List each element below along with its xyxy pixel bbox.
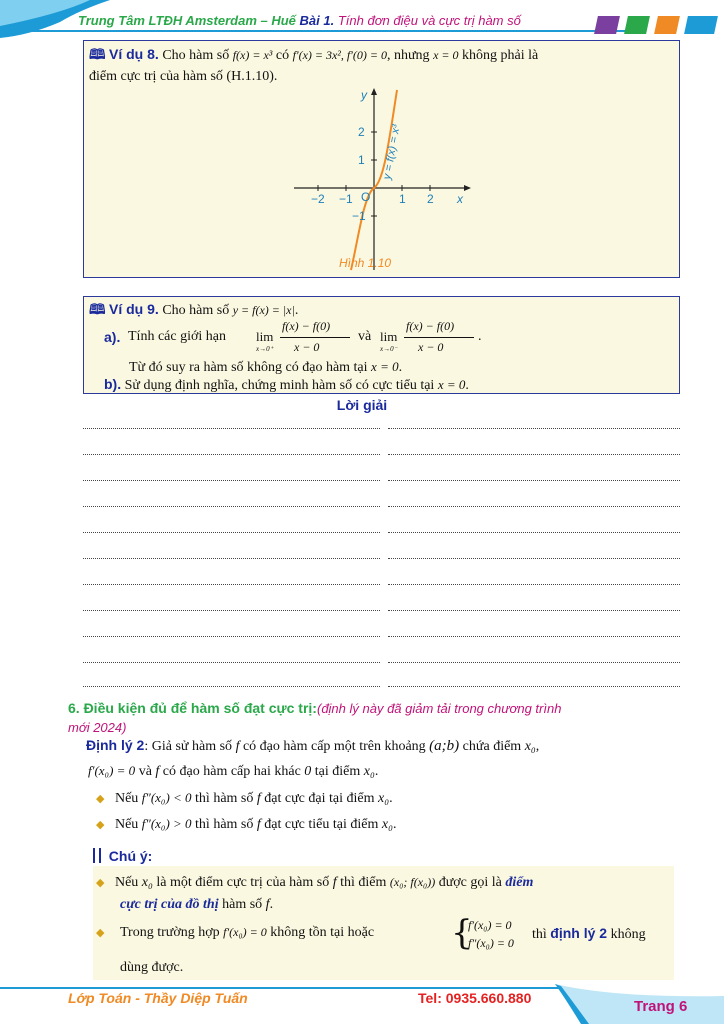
answer-line-right	[388, 662, 680, 663]
answer-line-left	[83, 686, 380, 687]
origin-label: O	[361, 190, 371, 204]
example9-a-line2: Từ đó suy ra hàm số không có đạo hàm tại x = 0.	[129, 359, 403, 375]
answer-line-left	[83, 584, 380, 585]
frac-bar	[404, 337, 474, 338]
footer	[0, 984, 724, 1024]
x0: x₀	[378, 791, 390, 806]
section6-note: (định lý này đã giảm tải trong chương trình	[316, 701, 562, 716]
x0: x₀	[363, 764, 375, 779]
x-tick-label: 1	[399, 192, 406, 206]
f-symbol: f	[256, 817, 261, 832]
f-symbol: f	[155, 764, 160, 779]
diamond-bullet-icon: ◆	[96, 793, 105, 805]
example8-func: f(x) = x³	[232, 48, 273, 62]
x0: x₀	[381, 817, 393, 832]
diamond-bullet-icon: ◆	[96, 877, 105, 889]
example8-intro: Cho hàm số	[162, 48, 230, 63]
footer-line	[0, 987, 560, 989]
bullet1-text: thì hàm số	[195, 791, 254, 806]
header-title	[78, 13, 521, 28]
x-tick-label: 2	[427, 192, 434, 206]
frac-den: x − 0	[294, 340, 320, 354]
answer-line-right	[388, 558, 680, 559]
bullet1-pre: Nếu	[114, 791, 139, 806]
example8-box	[83, 40, 680, 278]
page-number: Trang 6	[634, 998, 688, 1015]
y-tick-label: 2	[358, 125, 365, 139]
n2-cond: f′(x₀) = 0	[223, 925, 267, 939]
x0: x₀	[524, 739, 536, 754]
header-tab-2	[624, 16, 650, 34]
note-bar	[99, 848, 101, 863]
answer-line-left	[83, 532, 380, 533]
note-item-1: ◆ Nếu x₀ là một điểm cực trị của hàm số f thì điểm (x₀; f(x₀)) được gọi là điểm cực trị của đồ thị hàm số f.	[96, 875, 534, 912]
system-brace: {	[451, 913, 473, 953]
x-axis-label: x	[457, 192, 463, 206]
lesson-number: Bài 1.	[299, 13, 335, 28]
theorem-text1: : Giả sử hàm số	[144, 739, 233, 754]
y-axis-arrow	[371, 88, 377, 95]
figure-1-10	[289, 85, 479, 275]
limit-2	[380, 319, 490, 357]
theorem-line1: Định lý 2: Giả sử hàm số f có đạo hàm cấp một trên khoảng (a;b) chứa điểm x₀,	[86, 737, 540, 754]
bullet-max: ◆ Nếu f″(x₀) < 0 thì hàm số f đạt cực đại tại điểm x₀.	[96, 790, 393, 806]
lesson-topic: Tính đơn điệu và cực trị hàm số	[337, 13, 521, 28]
center-name: Trung Tâm LTĐH Amsterdam – Huế	[78, 13, 296, 28]
bullet1-end: đạt cực đại tại điểm	[264, 791, 375, 806]
part-b-label: b).	[104, 376, 122, 392]
answer-lines	[83, 414, 680, 689]
a-line2-text: Từ đó suy ra hàm số không có đạo hàm tại	[129, 360, 368, 375]
header-line	[0, 30, 640, 32]
and-word: và	[138, 764, 152, 779]
f-symbol: f	[235, 739, 240, 754]
header	[0, 0, 724, 40]
bullet1-cond: f″(x₀) < 0	[141, 790, 192, 805]
lim-word: lim	[256, 329, 274, 344]
line2-at: tại điểm	[314, 764, 361, 779]
example8-but: , nhưng	[386, 48, 430, 63]
term-extremum-graph: cực trị của đồ thị	[120, 897, 219, 912]
header-tab-4	[684, 16, 718, 34]
lim-sub: x→0⁻	[380, 345, 398, 353]
lim-word: lim	[380, 329, 398, 344]
curve-label: y = f(x) = x³	[381, 123, 403, 181]
footer-teacher: Lớp Toán - Thầy Diệp Tuấn	[68, 990, 248, 1006]
part-a-label: a).	[104, 329, 121, 345]
lim-sub: x→0⁺	[256, 345, 274, 353]
answer-line-left	[83, 662, 380, 663]
n2-b: không tồn tại hoặc	[270, 925, 375, 940]
section6-heading	[68, 699, 668, 737]
bullet2-end: đạt cực tiểu tại điểm	[264, 817, 379, 832]
answer-line-left	[83, 506, 380, 507]
example9-label: Ví dụ 9.	[109, 301, 159, 317]
solution-heading: Lời giải	[336, 397, 388, 413]
header-tabs	[596, 16, 716, 34]
extremum-point: (x₀; f(x₀))	[389, 875, 436, 889]
n1-d: được gọi là	[438, 875, 502, 890]
answer-line-left	[83, 610, 380, 611]
answer-line-right	[388, 686, 680, 687]
f-symbol: f	[256, 791, 261, 806]
section6-note-2: mới 2024)	[68, 720, 127, 735]
part-a-text: Tính các giới hạn	[128, 329, 226, 344]
n1-indent	[96, 897, 120, 912]
theorem-text2: có đạo hàm cấp một trên khoảng	[242, 739, 426, 754]
bullet2-cond: f″(x₀) > 0	[141, 816, 192, 831]
answer-line-right	[388, 532, 680, 533]
theorem-label: Định lý 2	[86, 737, 145, 753]
x0: x₀	[141, 875, 153, 890]
and-word: và	[358, 329, 372, 344]
y-tick-label: −1	[352, 209, 366, 223]
answer-line-right	[388, 454, 680, 455]
diamond-bullet-icon: ◆	[96, 819, 105, 831]
header-tab-1	[594, 16, 620, 34]
x-tick-label: −2	[311, 192, 325, 206]
x-tick-label: −1	[339, 192, 353, 206]
n2-a: Trong trường hợp	[120, 925, 220, 940]
answer-line-left	[83, 480, 380, 481]
interval: (a;b)	[429, 738, 460, 754]
answer-line-right	[388, 610, 680, 611]
answer-line-left	[83, 636, 380, 637]
frac-bar	[280, 337, 350, 338]
section6-title: 6. Điều kiện đủ để hàm số đạt cực trị:	[68, 700, 317, 716]
note-title	[93, 848, 152, 864]
a-line2-math: x = 0	[371, 359, 399, 374]
first-derivative-zero: f′(x₀) = 0	[88, 763, 136, 778]
header-tab-3	[654, 16, 680, 34]
n2-c: thì	[532, 927, 547, 942]
n2-line	[120, 925, 374, 941]
frac-den: x − 0	[418, 340, 444, 354]
example8-deriv: f′(x) = 3x², f′(0) = 0	[292, 48, 387, 62]
theorem-line2: f′(x₀) = 0 và f có đạo hàm cấp hai khác 0 tại điểm x₀.	[88, 763, 379, 779]
diamond-bullet-icon: ◆	[96, 927, 105, 939]
note-bar	[93, 848, 95, 863]
f-symbol: f	[265, 897, 270, 912]
system-eq-2: f″(x₀) = 0	[468, 936, 514, 950]
example8-rest1: không phải là	[462, 48, 539, 63]
answer-line-right	[388, 636, 680, 637]
note-item-2	[96, 913, 674, 958]
frac-num: f(x) − f(0)	[282, 319, 331, 333]
answer-line-right	[388, 428, 680, 429]
part-b-text: Sử dụng định nghĩa, chứng minh hàm số có cực tiểu tại	[124, 378, 435, 393]
example9-intro: Cho hàm số	[162, 303, 230, 318]
footer-phone: Tel: 0935.660.880	[418, 990, 532, 1006]
example9-func: y = f(x) = |x|	[232, 303, 295, 317]
note-title-text: Chú ý:	[108, 848, 153, 864]
y-axis-label: y	[361, 88, 367, 102]
line2-text: có đạo hàm cấp hai khác	[162, 764, 301, 779]
n1-b: là một điểm cực trị của hàm số	[156, 875, 330, 890]
part-b-math: x = 0	[437, 377, 466, 392]
bullet2-text: thì hàm số	[195, 817, 254, 832]
example8-xval: x = 0	[433, 48, 459, 62]
y-tick-label: 1	[358, 153, 365, 167]
answer-line-left	[83, 428, 380, 429]
example9-part-b: b). Sử dụng định nghĩa, chứng minh hàm số có cực tiểu tại x = 0.	[104, 376, 469, 393]
limit-1	[256, 319, 356, 357]
example8-has: có	[275, 48, 290, 63]
book-icon: 🕮	[89, 301, 106, 317]
system-eq-1: f′(x₀) = 0	[468, 918, 512, 932]
n1-a: Nếu	[114, 875, 139, 890]
term-point: điểm	[505, 875, 534, 890]
book-icon: 🕮	[89, 46, 106, 62]
n2-line2: dùng được.	[120, 960, 184, 975]
answer-line-left	[83, 454, 380, 455]
n2-tail	[532, 925, 646, 943]
x-axis-arrow	[464, 185, 471, 191]
example9-part-a	[104, 319, 674, 357]
bullet2-pre: Nếu	[114, 817, 139, 832]
example9-intro-line: 🕮 Ví dụ 9. Cho hàm số y = f(x) = |x|.	[89, 301, 299, 318]
f-symbol: f	[332, 875, 337, 890]
answer-line-right	[388, 480, 680, 481]
n1-e: hàm số	[222, 897, 263, 912]
bullet-min: ◆ Nếu f″(x₀) > 0 thì hàm số f đạt cực tiểu tại điểm x₀.	[96, 816, 397, 832]
n2-theorem: định lý 2	[550, 925, 608, 941]
figure-caption: Hình 1.10	[339, 256, 392, 270]
answer-line-left	[83, 558, 380, 559]
example8-label: Ví dụ 8.	[109, 46, 159, 62]
n1-c: thì điểm	[340, 875, 387, 890]
zero: 0	[304, 764, 312, 779]
example9-box	[83, 296, 680, 394]
answer-line-right	[388, 584, 680, 585]
theorem-text3: chứa điểm	[462, 739, 522, 754]
answer-line-right	[388, 506, 680, 507]
n2-d: không	[610, 927, 646, 942]
example8-rest2: điểm cực trị của hàm số (H.1.10).	[89, 69, 278, 84]
period: .	[478, 329, 482, 344]
frac-num: f(x) − f(0)	[406, 319, 455, 333]
example8-text	[89, 44, 677, 87]
